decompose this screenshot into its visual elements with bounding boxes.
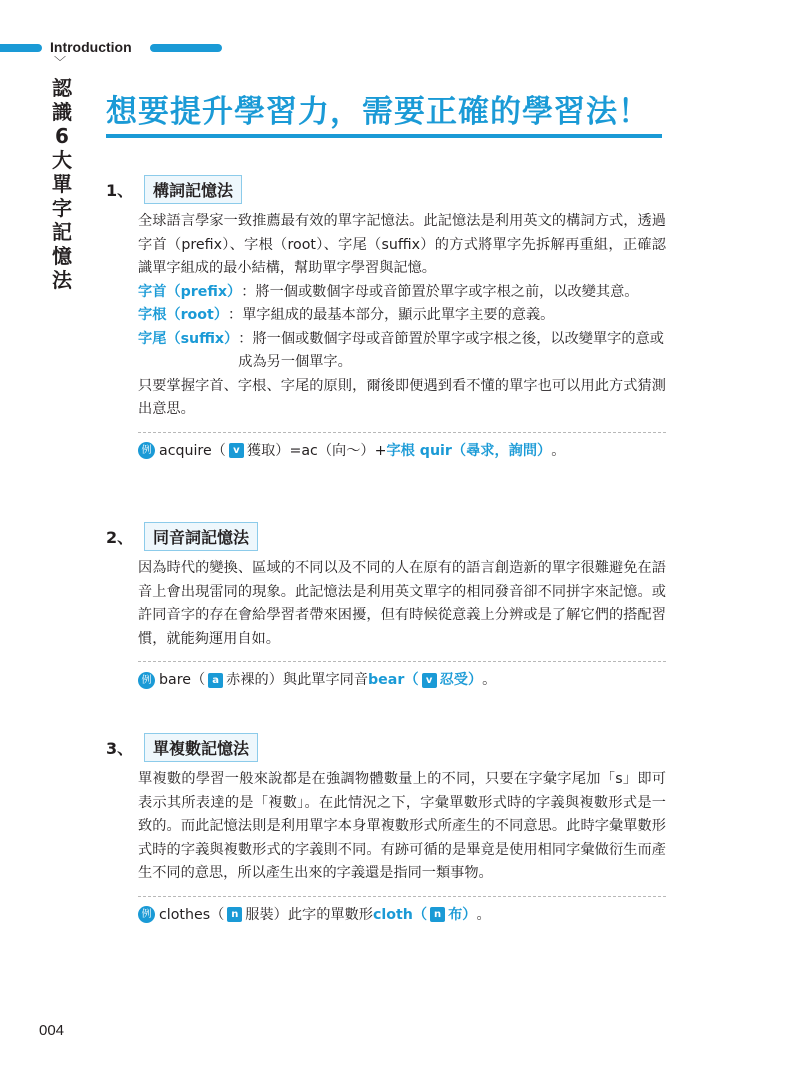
section-number: 3、 xyxy=(106,738,134,758)
divider xyxy=(138,896,666,897)
term-text: ：將一個或數個字母或音節置於單字或字根之後，以改變單字的意或成為另一個單字。 xyxy=(238,330,664,370)
section-heading xyxy=(106,521,666,551)
example-end: 。 xyxy=(476,906,491,923)
example-highlight-word: cloth（ xyxy=(373,906,428,923)
section-name: 單複數記憶法 xyxy=(144,733,258,762)
page-title: 想要提升學習力，需要正確的學習法！ xyxy=(106,94,650,130)
section-2 xyxy=(106,521,666,692)
vertical-char: 記 xyxy=(52,220,72,244)
part-of-speech-badge: v xyxy=(422,673,437,688)
header-bar-right xyxy=(150,44,222,52)
example-icon: 例 xyxy=(138,442,155,459)
section-name: 構詞記憶法 xyxy=(144,175,242,204)
vertical-char: 字 xyxy=(52,196,72,220)
section-number: 2、 xyxy=(106,527,134,547)
section-label: Introduction xyxy=(50,39,132,55)
example-highlight-word: bear（ xyxy=(368,672,419,688)
example-word: bare（ xyxy=(159,672,206,688)
section-intro: 全球語言學家一致推薦最有效的單字記憶法。此記憶法是利用英文的構詞方式，透過字首（prefix）、字根（root）、字尾（suffix）的方式將單字先拆解再重組，正確認識單字組成的最小結構，幫助單字學習與記憶。 xyxy=(138,213,666,276)
vertical-char: 單 xyxy=(52,172,72,196)
vertical-char: 大 xyxy=(52,148,72,172)
term-text: ：將一個或數個字母或音節置於單字或字根之前，以改變其意。 xyxy=(241,283,639,300)
section-body xyxy=(138,557,666,692)
part-of-speech-badge: n xyxy=(430,907,445,922)
example-word: acquire（ xyxy=(159,442,226,459)
vertical-char: 法 xyxy=(52,268,72,292)
part-of-speech-badge: n xyxy=(227,907,242,922)
example-meaning: 服裝）此字的單數形 xyxy=(245,906,373,923)
section-body xyxy=(138,768,666,927)
part-of-speech-badge: v xyxy=(229,443,244,458)
section-name: 同音詞記憶法 xyxy=(144,522,258,551)
term-row xyxy=(138,281,666,305)
vertical-char: 6 xyxy=(55,124,69,148)
divider xyxy=(138,432,666,433)
section-heading xyxy=(106,732,666,762)
section-number: 1、 xyxy=(106,180,134,200)
section-3 xyxy=(106,732,666,927)
header-bar-left xyxy=(0,44,42,52)
example-end: 。 xyxy=(551,442,566,459)
example-meaning: 赤裸的）與此單字同音 xyxy=(226,672,369,688)
divider xyxy=(138,661,666,662)
example-line xyxy=(138,903,666,927)
vertical-chapter-title xyxy=(50,76,74,292)
example-line xyxy=(138,439,666,463)
example-line xyxy=(138,668,666,692)
section-heading xyxy=(106,174,666,204)
term-label: 字尾（suffix） xyxy=(138,330,239,347)
example-meaning: 獲取）=ac（向～）+ xyxy=(246,442,387,459)
example-highlight: 字根 quir（尋求，詢問） xyxy=(386,442,552,459)
section-intro: 單複數的學習一般來說都是在強調物體數量上的不同，只要在字彙字尾加「s」即可表示其所表達的是「複數」。在此情況之下，字彙單數形式時的字義與複數形式是一致的。而此記憶法則是利用單字本身單複數形式所產生的不同意思。此時字彙單數形式時的字義與複數形式的字義則不同。有跡可循的是畢竟是使用相同字彙做衍生而產生不同的意思，所以產生出來的字義還是指同一類事物。 xyxy=(138,771,666,881)
example-icon: 例 xyxy=(138,906,155,923)
example-highlight-meaning: 布） xyxy=(448,906,477,923)
vertical-char: 憶 xyxy=(52,244,72,268)
example-highlight-meaning: 忍受） xyxy=(439,672,483,688)
page-number: 004 xyxy=(39,1022,65,1039)
section-outro: 只要掌握字首、字根、字尾的原則，爾後即便遇到看不懂的單字也可以用此方式猜測出意思。 xyxy=(138,377,666,417)
term-text: ：單字組成的最基本部分，顯示此單字主要的意義。 xyxy=(228,307,555,323)
section-1 xyxy=(106,174,666,463)
example-end: 。 xyxy=(482,672,497,688)
term-row xyxy=(138,328,666,375)
title-underline xyxy=(106,134,662,138)
section-body xyxy=(138,210,666,463)
term-label: 字首（prefix） xyxy=(138,283,242,300)
chevron-down-icon: ﹀ xyxy=(54,55,67,69)
term-label: 字根（root） xyxy=(138,307,229,323)
example-word: clothes（ xyxy=(159,906,225,923)
term-row xyxy=(138,304,666,328)
part-of-speech-badge: a xyxy=(208,673,223,688)
vertical-char: 認 xyxy=(52,76,72,100)
vertical-char: 識 xyxy=(52,100,72,124)
example-icon: 例 xyxy=(138,672,155,689)
section-intro: 因為時代的變換、區域的不同以及不同的人在原有的語言創造新的單字很難避免在語音上會出現雷同的現象。此記憶法是利用英文單字的相同發音卻不同拼字來記憶。或許同音字的存在會給學習者帶來困擾，但有時候從意義上分辨或是了解它們的搭配習慣，就能夠運用自如。 xyxy=(138,560,666,647)
